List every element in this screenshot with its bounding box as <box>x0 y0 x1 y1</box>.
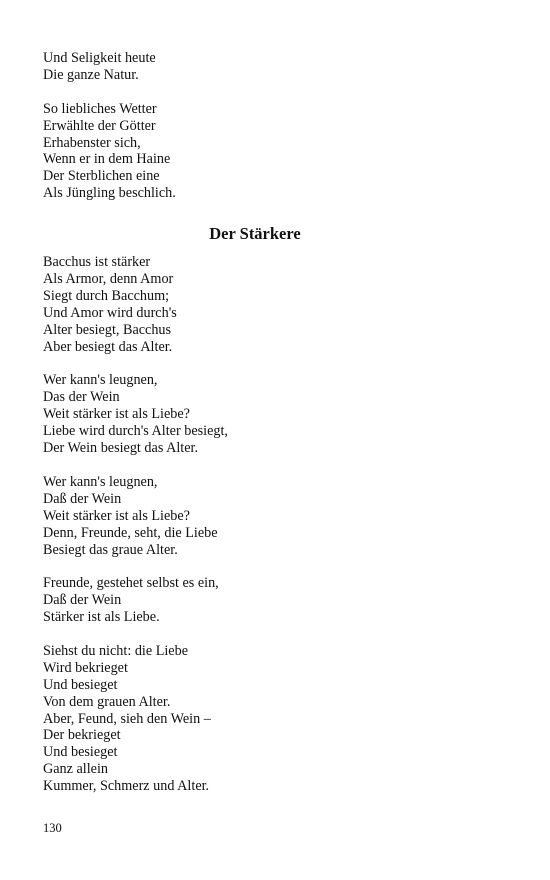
verse-line: Freunde, gestehet selbst es ein, <box>43 575 219 592</box>
verse-line: Siehst du nicht: die Liebe <box>43 642 188 659</box>
verse-line: Als Jüngling beschlich. <box>43 185 176 202</box>
stanza-gap <box>43 558 513 575</box>
verse-line: Alter besiegt, Bacchus <box>43 321 172 338</box>
verse-line: Von dem grauen Alter. <box>43 693 171 710</box>
intro-stanza <box>43 101 513 202</box>
verse-line: Siegt durch Bacchum; <box>43 287 170 304</box>
verse-line: Aber, Feund, sieh den Wein – <box>43 710 211 727</box>
verse-line: Die ganze Natur. <box>43 66 139 83</box>
verse-line: Weit stärker ist als Liebe? <box>43 406 190 423</box>
verse-line: Als Armor, denn Amor <box>43 271 174 288</box>
verse-line: Aber besiegt das Alter. <box>43 338 173 355</box>
stanza-gap <box>43 626 513 643</box>
verse-line: Erwählte der Götter <box>43 117 156 134</box>
poem-stanza <box>43 254 513 355</box>
verse-line: Liebe wird durch's Alter besiegt, <box>43 423 228 440</box>
intro-stanza <box>43 50 513 84</box>
verse-line: Ganz allein <box>43 761 108 778</box>
poem-body <box>43 254 513 795</box>
verse-line: Der Sterblichen eine <box>43 168 160 185</box>
intro-poem-ending <box>43 50 513 202</box>
verse-line: So liebliches Wetter <box>43 100 157 117</box>
poem-stanza <box>43 474 513 559</box>
verse-line: Und besieget <box>43 744 118 761</box>
verse-line: Bacchus ist stärker <box>43 254 151 271</box>
verse-line: Weit stärker ist als Liebe? <box>43 507 190 524</box>
verse-line: Wer kann's leugnen, <box>43 372 158 389</box>
verse-line: Und besieget <box>43 676 118 693</box>
verse-line: Wenn er in dem Haine <box>43 151 171 168</box>
verse-line: Das der Wein <box>43 389 120 406</box>
verse-line: Daß der Wein <box>43 490 122 507</box>
poem-stanza <box>43 575 513 626</box>
verse-line: Denn, Freunde, seht, die Liebe <box>43 524 218 541</box>
poem-stanza <box>43 643 513 795</box>
stanza-gap <box>43 356 513 373</box>
verse-line: Der Wein besiegt das Alter. <box>43 440 199 457</box>
title-block <box>43 202 513 254</box>
page-content <box>43 50 513 795</box>
verse-line: Und Amor wird durch's <box>43 304 177 321</box>
verse-line: Besiegt das graue Alter. <box>43 541 178 558</box>
verse-line: Kummer, Schmerz und Alter. <box>43 778 210 795</box>
verse-line: Daß der Wein <box>43 592 122 609</box>
poem-title: Der Stärkere <box>209 224 301 244</box>
page-number: 130 <box>43 821 62 835</box>
verse-line: Und Seligkeit heute <box>43 50 156 66</box>
stanza-gap <box>43 457 513 474</box>
verse-line: Wird bekrieget <box>43 659 128 676</box>
verse-line: Der bekrieget <box>43 727 121 744</box>
verse-line: Wer kann's leugnen, <box>43 473 158 490</box>
poem-stanza <box>43 372 513 457</box>
stanza-gap <box>43 84 513 101</box>
verse-line: Erhabenster sich, <box>43 134 141 151</box>
verse-line: Stärker ist als Liebe. <box>43 609 160 626</box>
